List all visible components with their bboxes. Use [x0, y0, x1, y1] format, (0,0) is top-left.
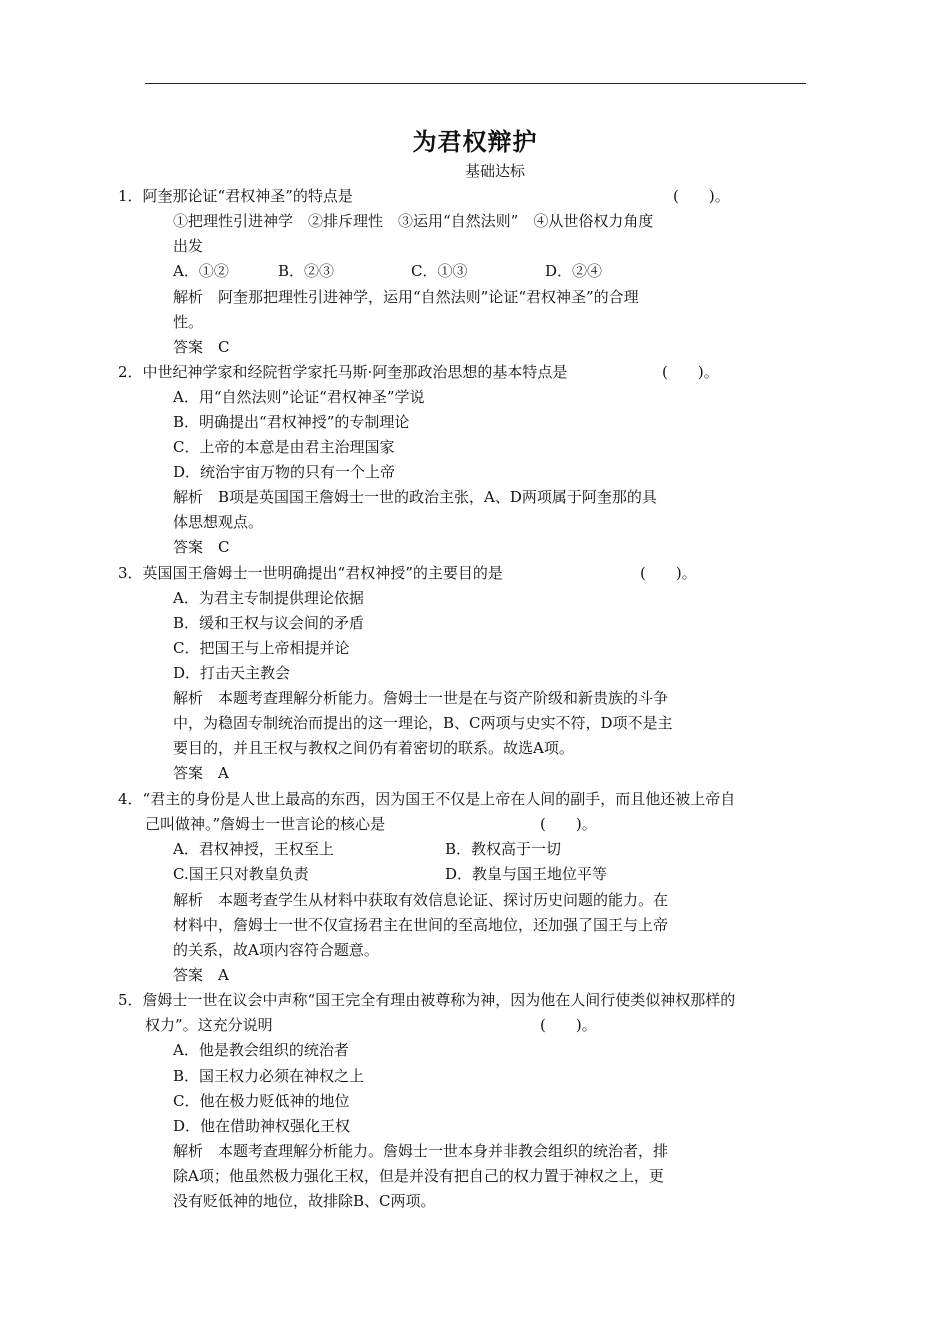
question-3-analysis: 解析 本题考查理解分析能力。詹姆士一世是在与资产阶级和新贵族的斗争	[173, 689, 669, 707]
question-5-stem-cont: 权力”。这充分说明	[145, 1016, 273, 1034]
header-rule	[145, 83, 806, 84]
question-4-stem: 4．“君主的身份是人世上最高的东西，因为国王不仅是上帝在人间的副手，而且他还被上帝自	[118, 790, 736, 808]
question-3-option-b: B．缓和王权与议会间的矛盾	[173, 614, 365, 632]
question-4-option-d: D．教皇与国王地位平等	[445, 865, 608, 883]
question-2-option-b: B．明确提出“君权神授”的专制理论	[173, 413, 410, 431]
question-1-option-b: B．②③	[278, 262, 335, 280]
question-3-answer-blank: ( )。	[640, 564, 697, 582]
question-3-stem: 3．英国国王詹姆士一世明确提出“君权神授”的主要目的是	[118, 564, 503, 582]
question-5-stem: 5．詹姆士一世在议会中声称“国王完全有理由被尊称为神，因为他在人间行使类似神权那样的	[118, 991, 736, 1009]
question-1-answer-blank: ( )。	[673, 187, 730, 205]
question-1-items-cont: 出发	[173, 237, 204, 255]
question-3-analysis-cont: 中，为稳固专制统治而提出的这一理论，B、C两项与史实不符，D项不是主	[173, 714, 673, 732]
question-1-stem: 1．阿奎那论证“君权神圣”的特点是	[118, 187, 353, 205]
question-3-answer: 答案 A	[173, 764, 229, 782]
question-5-option-c: C．他在极力贬低神的地位	[173, 1092, 350, 1110]
question-2-option-d: D．统治宇宙万物的只有一个上帝	[173, 463, 396, 481]
question-4-analysis-cont: 材料中，詹姆士一世不仅宣扬君主在世间的至高地位，还加强了国王与上帝	[173, 916, 669, 934]
question-2-answer: 答案 C	[173, 538, 230, 556]
question-2-stem: 2．中世纪神学家和经院哲学家托马斯·阿奎那政治思想的基本特点是	[118, 363, 568, 381]
question-4-answer-blank: ( )。	[540, 815, 597, 833]
question-4-option-b: B．教权高于一切	[445, 840, 562, 858]
question-5-option-b: B．国王权力必须在神权之上	[173, 1067, 365, 1085]
question-1-option-a: A．①②	[173, 262, 229, 280]
question-4-option-c: C.国王只对教皇负责	[173, 865, 309, 883]
question-1-analysis-cont: 性。	[173, 313, 204, 331]
question-3-option-a: A．为君主专制提供理论依据	[173, 589, 364, 607]
page-title: 为君权辩护	[412, 127, 538, 156]
question-1-option-c: C．①③	[411, 262, 468, 280]
question-3-option-d: D．打击天主教会	[173, 664, 291, 682]
question-5-option-d: D．他在借助神权强化王权	[173, 1117, 351, 1135]
question-5-option-a: A．他是教会组织的统治者	[173, 1041, 349, 1059]
question-1-option-d: D．②④	[545, 262, 603, 280]
question-4-stem-cont: 己叫做神。”詹姆士一世言论的核心是	[145, 815, 386, 833]
question-5-analysis-cont-2: 没有贬低神的地位，故排除B、C两项。	[173, 1192, 436, 1210]
question-2-option-a: A．用“自然法则”论证“君权神圣”学说	[173, 388, 425, 406]
question-2-answer-blank: ( )。	[662, 363, 719, 381]
question-1-items: ①把理性引进神学 ②排斥理性 ③运用“自然法则” ④从世俗权力角度	[173, 212, 654, 230]
question-4-option-a: A．君权神授，王权至上	[173, 840, 334, 858]
question-5-analysis: 解析 本题考查理解分析能力。詹姆士一世本身并非教会组织的统治者，排	[173, 1142, 669, 1160]
question-5-analysis-cont: 除A项；他虽然极力强化王权，但是并没有把自己的权力置于神权之上，更	[173, 1167, 664, 1185]
question-2-option-c: C．上帝的本意是由君主治理国家	[173, 438, 395, 456]
question-4-analysis-cont-2: 的关系，故A项内容符合题意。	[173, 941, 379, 959]
question-5-answer-blank: ( )。	[540, 1016, 597, 1034]
question-3-analysis-cont-2: 要目的，并且王权与教权之间仍有着密切的联系。故选A项。	[173, 739, 574, 757]
question-2-analysis: 解析 B项是英国国王詹姆士一世的政治主张，A、D两项属于阿奎那的具	[173, 488, 657, 506]
section-subtitle: 基础达标	[464, 162, 525, 180]
question-3-option-c: C．把国王与上帝相提并论	[173, 639, 350, 657]
question-4-answer: 答案 A	[173, 966, 229, 984]
question-2-analysis-cont: 体思想观点。	[173, 513, 264, 531]
question-4-analysis: 解析 本题考查学生从材料中获取有效信息论证、探讨历史问题的能力。在	[173, 891, 669, 909]
question-1-analysis: 解析 阿奎那把理性引进神学，运用“自然法则”论证“君权神圣”的合理	[173, 288, 639, 306]
question-1-answer: 答案 C	[173, 338, 230, 356]
